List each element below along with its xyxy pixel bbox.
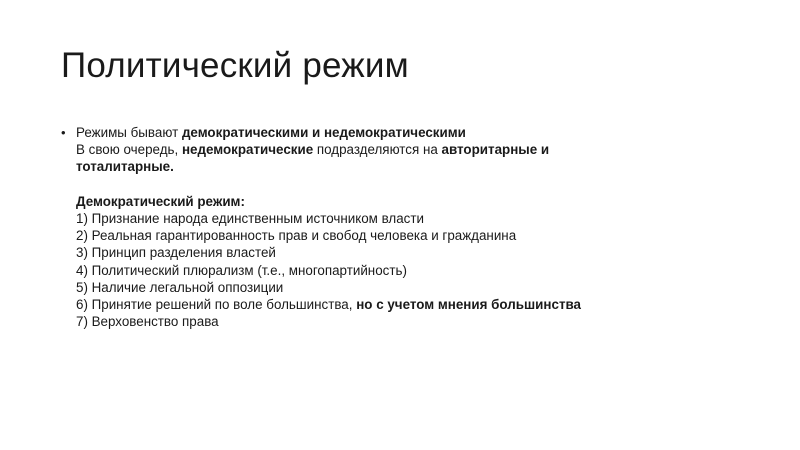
list-item: 7) Верховенство права (76, 314, 219, 330)
intro-bold: недемократические (181, 142, 314, 158)
bullet-text-block (76, 124, 761, 330)
section-title-text: Демократический режим: (76, 193, 245, 209)
intro-line-2 (76, 141, 761, 158)
intro-line-1 (76, 124, 761, 141)
intro-line-3 (76, 158, 761, 175)
intro-bold: авторитарные и (441, 142, 550, 158)
slide-content (61, 124, 761, 330)
list-item: 3) Принцип разделения властей (76, 245, 276, 261)
list-item-text: 6) Принятие решений по воле большинства, (76, 297, 357, 313)
intro-text: В свою очередь, (76, 142, 182, 158)
bullet-item (61, 124, 761, 330)
spacer (76, 176, 761, 193)
intro-text: подразделяются на (313, 142, 442, 158)
bullet-dot: • (61, 125, 66, 140)
slide-title: Политический режим (61, 46, 409, 85)
intro-bold: тоталитарные. (76, 159, 174, 175)
list-item: 1) Признание народа единственным источником власти (76, 211, 424, 226)
list-item: 5) Наличие легальной оппозиции (76, 279, 284, 295)
list-item-bold: но с учетом мнения большинства (356, 297, 581, 313)
intro-bold: демократическими и недемократическими (181, 125, 466, 140)
list-item: 2) Реальная гарантированность прав и свобод человека и гражданина (76, 228, 517, 244)
list-item: 4) Политический плюрализм (т.е., многопартийность) (76, 262, 407, 278)
section-title (76, 193, 761, 210)
list-item (76, 296, 761, 313)
intro-text: Режимы бывают (76, 125, 182, 140)
